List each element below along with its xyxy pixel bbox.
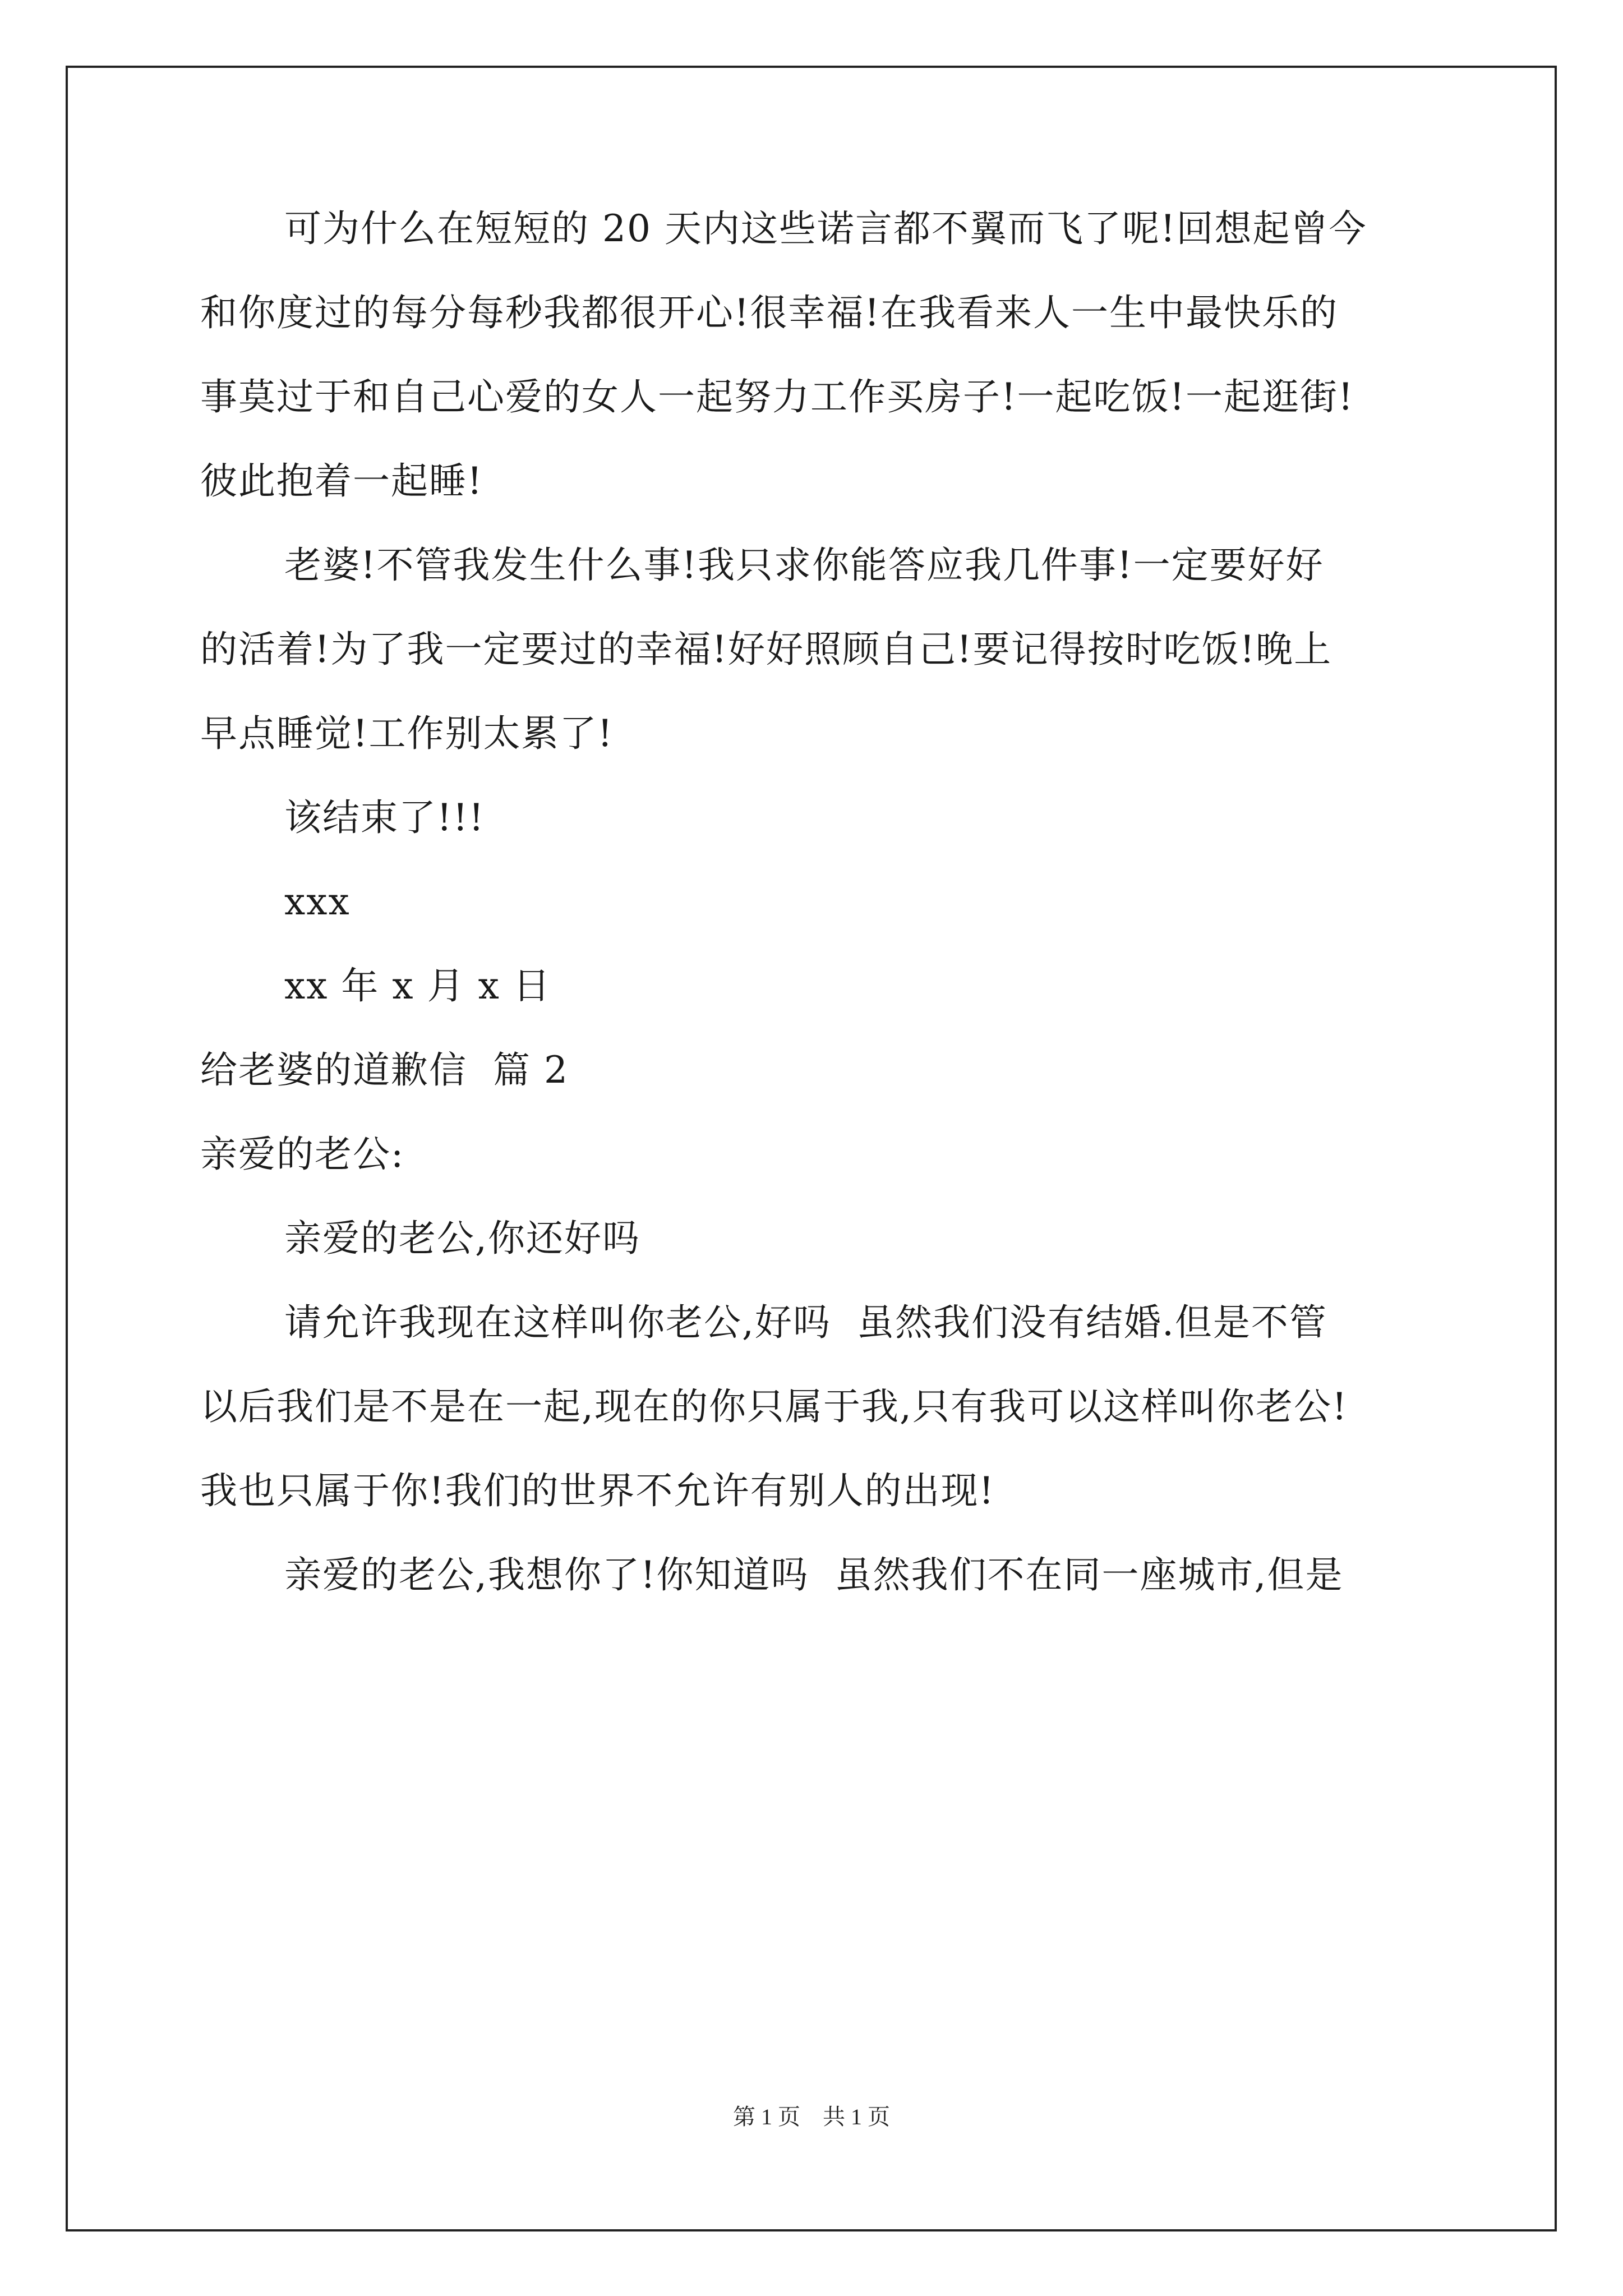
paragraph-line: 我也只属于你!我们的世界不允许有别人的出现! — [200, 1469, 995, 1512]
paragraph-line: 该结束了!!! — [284, 796, 485, 839]
paragraph-line: 老婆!不管我发生什么事!我只求你能答应我几件事!一定要好好 — [284, 544, 1324, 587]
page-number-footer: 第 1 页 共 1 页 — [733, 2104, 890, 2129]
signature-name: xxx — [284, 880, 351, 923]
section-heading: 给老婆的道歉信 篇 2 — [200, 1048, 569, 1092]
paragraph-line: 亲爱的老公,我想你了!你知道吗 虽然我们不在同一座城市,但是 — [284, 1553, 1344, 1596]
signature-date: xx 年 x 月 x 日 — [284, 964, 551, 1007]
paragraph-line: 请允许我现在这样叫你老公,好吗 虽然我们没有结婚.但是不管 — [284, 1301, 1327, 1344]
salutation: 亲爱的老公: — [200, 1133, 405, 1176]
paragraph-line: 可为什么在短短的 20 天内这些诺言都不翼而飞了呢!回想起曾今 — [284, 207, 1367, 250]
paragraph-line: 以后我们是不是在一起,现在的你只属于我,只有我可以这样叫你老公! — [200, 1385, 1348, 1428]
paragraph-line: 彼此抱着一起睡! — [200, 459, 483, 503]
paragraph-line: 和你度过的每分每秒我都很开心!很幸福!在我看来人一生中最快乐的 — [200, 291, 1339, 334]
paragraph-line: 的活着!为了我一定要过的幸福!好好照顾自己!要记得按时吃饭!晚上 — [200, 628, 1332, 671]
paragraph-line: 亲爱的老公,你还好吗 — [284, 1217, 640, 1260]
paragraph-line: 早点睡觉!工作别太累了! — [200, 712, 614, 755]
paragraph-line: 事莫过于和自己心爱的女人一起努力工作买房子!一起吃饭!一起逛街! — [200, 375, 1354, 418]
